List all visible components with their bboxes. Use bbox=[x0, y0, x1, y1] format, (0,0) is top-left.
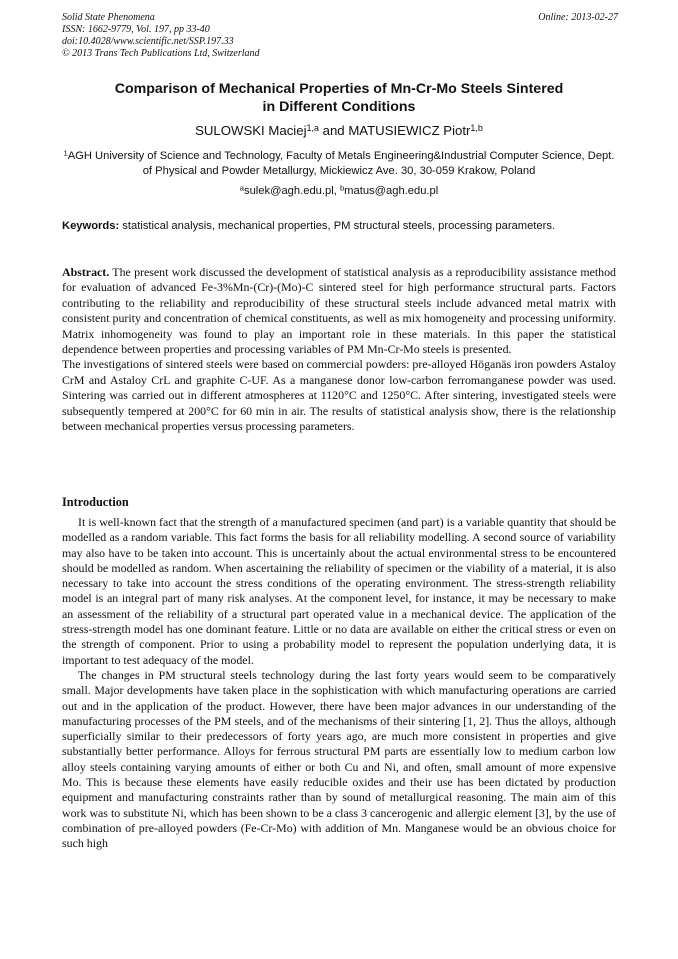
doi-line: doi:10.4028/www.scientific.net/SSP.197.33 bbox=[62, 36, 234, 47]
introduction-paragraph-2: The changes in PM structural steels technology during the last forty years would seem to be comparatively small. Major developments have taken place in the sophistication with which manufacturing operations are carried out and in the application of the product. However, there have been major advances in our understanding of the manufacturing processes of the PM steels, and of the mechanisms of their sintering [1, 2]. Thus the alloys, although superficially similar to their predecessors of forty years ago, are much more consistent in properties and give substantially better performance. Alloys for ferrous structural PM parts are essentially low to medium carbon low alloy steels containing varying amounts of either or both Cu and Ni, and often, small amount of more expensive Mo. This is because these elements have easily reducible oxides and their use has been dictated by production equipment and manufacturing constraints rather than by sound of metallurgical reasoning. The main aim of this work was to substitute Ni, which has been shown to be a class 3 cancerogenic and allergic element [3], by the use of combination of pre-alloyed powders (Fe-Cr-Mo) with addition of Mn. Manganese would be an obvious choice for such high bbox=[62, 667, 616, 851]
author-2-superscript: 1,b bbox=[470, 122, 483, 133]
keywords bbox=[62, 219, 616, 234]
affiliation-text: AGH University of Science and Technology, Faculty of Metals Engineering&Industrial Computer Science, Dept. of Physical and Powder Metallurgy, Mickiewicz Ave. 30, 30-059 Krakow, Poland bbox=[67, 150, 615, 177]
author-1-superscript: 1,a bbox=[306, 122, 319, 133]
journal-name: Solid State Phenomena bbox=[62, 12, 155, 23]
email-a: sulek@agh.edu.pl bbox=[243, 185, 334, 197]
title-line-2: in Different Conditions bbox=[262, 99, 416, 115]
introduction-paragraph-1: It is well-known fact that the strength of a manufactured specimen (and part) is a variable quantity that should be modelled as a random variable. This fact forms the basis for all reliability modelling. A second source of variability may also have to be taken into account. This is uncertainly about the actual environmental stress to be encountered should be modelled as random. When ascertaining the reliability of specimen or the viability of a material, it is also necessary to take into account the stress conditions of the operating environment. The stress-strength reliability model is an integral part of many risk analyses. At the component level, for instance, it may be necessary to make an assessment of the reliability of a structural part operated value in a mechanical device. The application of the stress-strength model has one dominant feature. Little or no data are available on either the critical stress or even on the strength of component. Prior to using a probability model to represent the population underlying data, it is important to test adequacy of the model. bbox=[62, 515, 616, 667]
copyright-line: © 2013 Trans Tech Publications Ltd, Switzerland bbox=[62, 48, 260, 59]
abstract-label: Abstract. bbox=[62, 265, 110, 279]
email-b: matus@agh.edu.pl bbox=[344, 185, 439, 197]
author-2-name: MATUSIEWICZ Piotr bbox=[348, 123, 471, 138]
title-line-1: Comparison of Mechanical Properties of Mn-Cr-Mo Steels Sintered bbox=[114, 81, 564, 97]
email-separator: , bbox=[333, 185, 340, 197]
issn-line: ISSN: 1662-9779, Vol. 197, pp 33-40 bbox=[62, 24, 210, 35]
abstract-paragraph-1 bbox=[62, 265, 616, 357]
abstract-paragraph-2: The investigations of sintered steels were based on commercial powders: pre-alloyed Höganäs iron powders Astaloy CrM and Astaloy CrL and graphite C-UF. As a manganese donor low-carbon ferromanganese powder was used. Sintering was carried out in different atmospheres at 1120°C and 1250°C. After sintering, investigated steels were subsequently tempered at 200°C for 60 min in air. The results of statistical analysis show, there is the relationship between mechanical properties versus processing parameters. bbox=[62, 357, 616, 434]
journal-header bbox=[62, 12, 618, 60]
keywords-label: Keywords: bbox=[62, 220, 120, 232]
email-b-superscript: b bbox=[339, 183, 345, 193]
online-date: Online: 2013-02-27 bbox=[538, 12, 618, 23]
introduction-heading: Introduction bbox=[62, 495, 129, 509]
abstract-text-1: The present work discussed the development of statistical analysis as a reproducibility assistance method for evaluation of advanced Fe-3%Mn-(Cr)-(Mo)-C sintered steel for high performance structural parts. Factors contributing to the reliability and reproducibility of these structural steels include advanced metal matrix with consistent purity and concentration of chemical constituents, as well as mix homogeneity and processing uniformity. Matrix inhomogeneity was found to play an important role in these materials. In this paper the statistical dependence between properties and processing variables of PM Mn-Cr-Mo steels is presented. bbox=[62, 265, 616, 357]
paper-title bbox=[62, 80, 616, 116]
affiliation-superscript: 1 bbox=[63, 148, 68, 158]
author-1-name: SULOWSKI Maciej bbox=[195, 123, 307, 138]
email-line bbox=[62, 184, 616, 199]
author-line bbox=[62, 122, 616, 140]
author-joiner: and bbox=[318, 123, 349, 138]
abstract bbox=[62, 265, 616, 434]
affiliation bbox=[62, 149, 616, 179]
email-a-superscript: a bbox=[239, 183, 244, 193]
keywords-text: statistical analysis, mechanical properties, PM structural steels, processing parameters. bbox=[119, 220, 556, 232]
introduction-body bbox=[62, 515, 616, 852]
